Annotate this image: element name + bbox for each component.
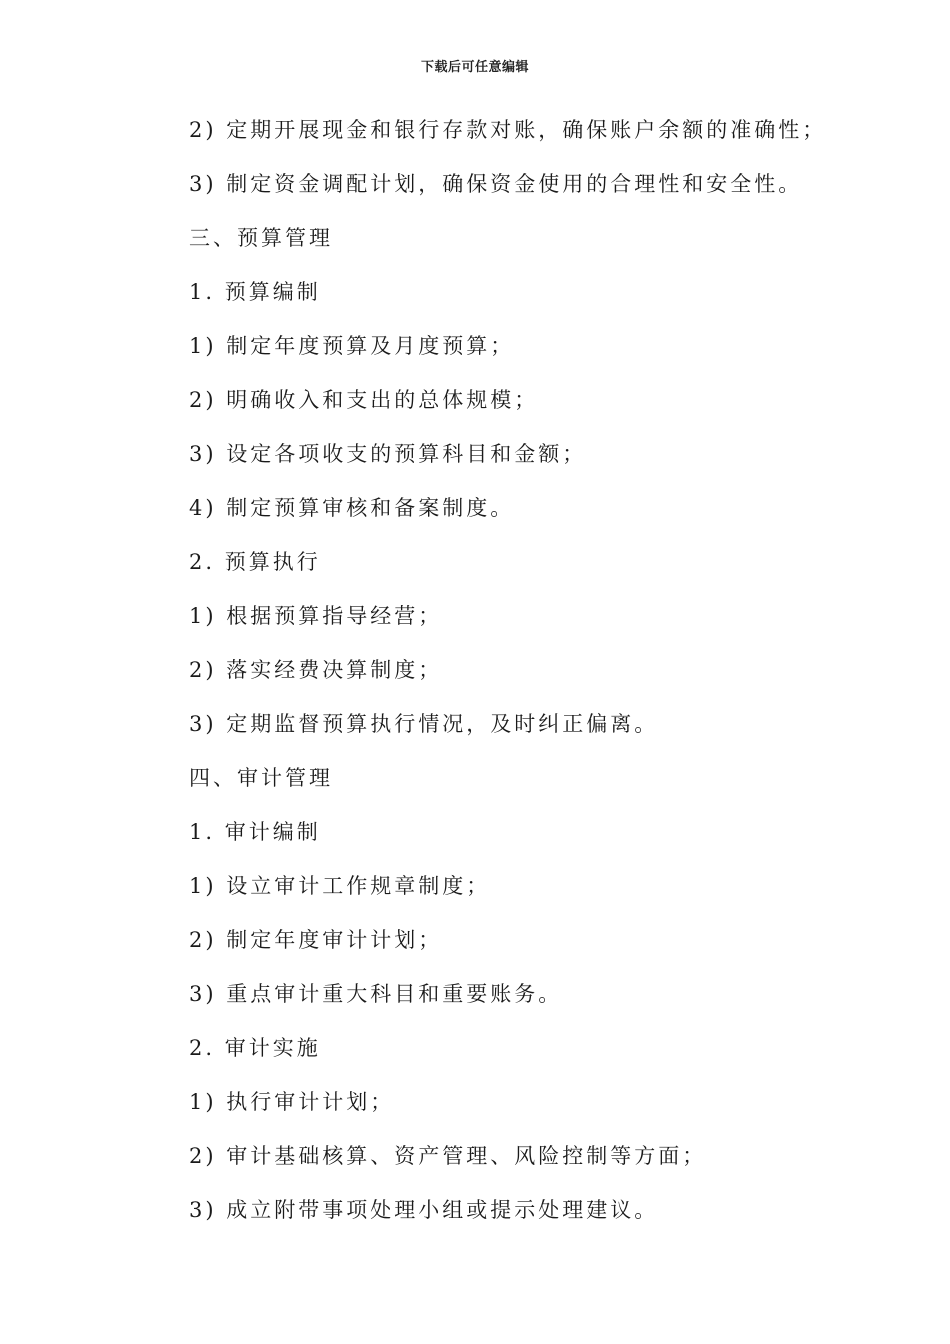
subsection-heading: 1. 审计编制 (189, 820, 321, 844)
page-header: 下载后可任意编辑 (420, 60, 529, 75)
paragraph-line: 2) 制定年度审计计划； (189, 928, 443, 952)
section-heading: 三、预算管理 (189, 226, 333, 250)
paragraph-line: 2) 落实经费决算制度； (189, 658, 443, 682)
section-heading: 四、审计管理 (189, 766, 333, 790)
paragraph-line: 1) 设立审计工作规章制度； (189, 874, 491, 898)
paragraph-line: 2) 明确收入和支出的总体规模； (189, 388, 539, 412)
subsection-heading: 2. 审计实施 (189, 1036, 321, 1060)
paragraph-line: 3) 制定资金调配计划，确保资金使用的合理性和安全性。 (189, 172, 803, 196)
paragraph-line: 1) 制定年度预算及月度预算； (189, 334, 515, 358)
paragraph-line: 3) 重点审计重大科目和重要账务。 (189, 982, 563, 1006)
paragraph-line: 2) 审计基础核算、资产管理、风险控制等方面； (189, 1144, 707, 1168)
paragraph-line: 3) 成立附带事项处理小组或提示处理建议。 (189, 1198, 659, 1222)
paragraph-line: 3) 设定各项收支的预算科目和金额； (189, 442, 587, 466)
paragraph-line: 2) 定期开展现金和银行存款对账，确保账户余额的准确性； (189, 118, 827, 142)
paragraph-line: 1) 根据预算指导经营； (189, 604, 443, 628)
paragraph-line: 3) 定期监督预算执行情况，及时纠正偏离。 (189, 712, 659, 736)
paragraph-line: 4) 制定预算审核和备案制度。 (189, 496, 515, 520)
paragraph-line: 1) 执行审计计划； (189, 1090, 395, 1114)
document-body (189, 110, 829, 1244)
subsection-heading: 2. 预算执行 (189, 550, 321, 574)
subsection-heading: 1. 预算编制 (189, 280, 321, 304)
